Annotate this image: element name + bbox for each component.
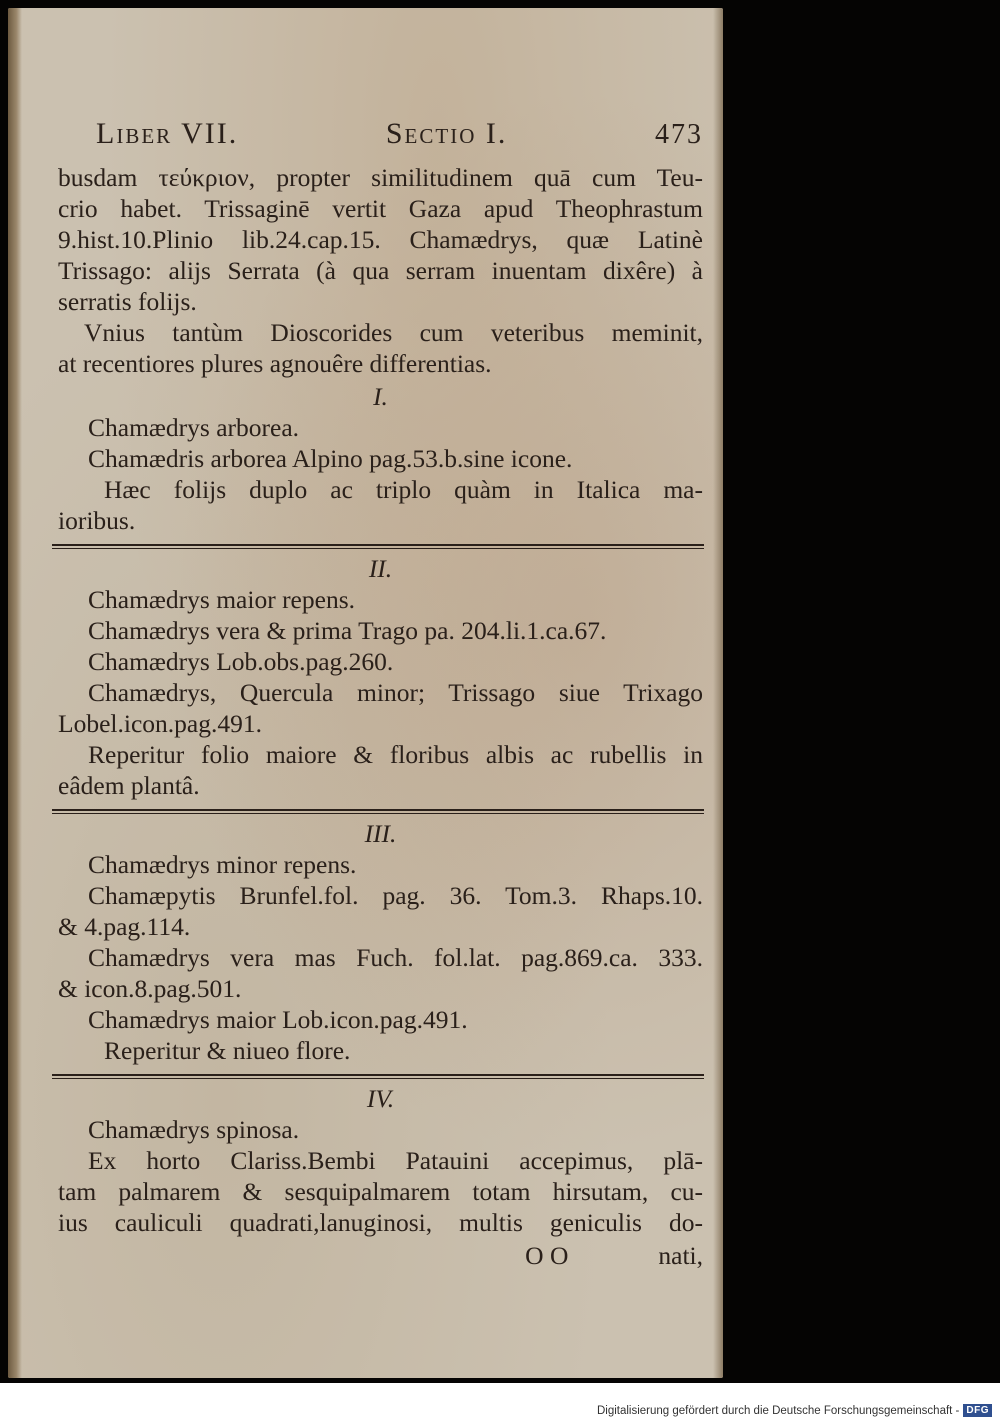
section-note: Hæc folijs duplo ac triplo quàm in Italica ma- bbox=[104, 475, 703, 504]
running-title-left: Liber VII. bbox=[96, 117, 239, 150]
intro-line: serratis folijs. bbox=[58, 287, 197, 316]
section-note: ius cauliculi quadrati,lanuginosi, multis geniculis do- bbox=[58, 1208, 703, 1237]
section-note: ioribus. bbox=[58, 506, 136, 535]
section-note: tam palmarem & sesquipalmarem totam hirsutam, cu- bbox=[58, 1177, 703, 1206]
synonym-entry: Chamædrys vera mas Fuch. fol.lat. pag.869.ca. 333. bbox=[88, 943, 703, 972]
scanned-page bbox=[8, 8, 723, 1378]
synonym-entry: Chamædrys minor repens. bbox=[88, 850, 357, 879]
page-text-block bbox=[58, 118, 703, 1271]
intro-line: 9.hist.10.Plinio lib.24.cap.15. Chamædrys, quæ Latinè bbox=[58, 225, 703, 254]
running-title-right: Sectio I. bbox=[385, 117, 508, 150]
footer-band bbox=[0, 1383, 1000, 1423]
section-numeral: III. bbox=[364, 819, 397, 848]
synonym-entry: Chamædrys maior Lob.icon.pag.491. bbox=[88, 1005, 468, 1034]
synonym-entry: Chamædrys Lob.obs.pag.260. bbox=[88, 647, 394, 676]
synonym-entry-continued: & icon.8.pag.501. bbox=[58, 974, 242, 1003]
funding-credit-text: Digitalisierung gefördert durch die Deutsche Forschungsgemeinschaft - bbox=[596, 1404, 960, 1417]
synonym-entry: Chamædrys maior repens. bbox=[88, 585, 355, 614]
synonym-entry: Chamædrys arborea. bbox=[88, 413, 300, 442]
signature-mark: O O bbox=[525, 1241, 569, 1270]
section-note: Ex horto Clariss.Bembi Patauini accepimus, plā- bbox=[88, 1146, 703, 1175]
section-divider bbox=[52, 1074, 704, 1079]
intro-para2-line: Vnius tantùm Dioscorides cum veteribus meminit, bbox=[84, 318, 703, 347]
page-number: 473 bbox=[654, 119, 703, 150]
page-edge-shadow bbox=[713, 8, 723, 1378]
page-gutter-shadow bbox=[8, 8, 22, 1378]
section-note: Reperitur & niueo flore. bbox=[104, 1036, 351, 1065]
synonym-entry: Chamædris arborea Alpino pag.53.b.sine icone. bbox=[88, 444, 573, 473]
section-divider bbox=[52, 544, 704, 549]
synonym-entry: Chamædrys spinosa. bbox=[88, 1115, 300, 1144]
synonym-entry: Chamæpytis Brunfel.fol. pag. 36. Tom.3. Rhaps.10. bbox=[88, 881, 703, 910]
synonym-entry: Chamædrys vera & prima Trago pa. 204.li.1.ca.67. bbox=[88, 616, 607, 645]
intro-line: Trissago: alijs Serrata (à qua serram inuentam dixêre) à bbox=[58, 256, 703, 285]
intro-para2-line: at recentiores plures agnouêre differentias. bbox=[58, 349, 492, 378]
intro-line: busdam τεύκριον, propter similitudinem quā cum Teu- bbox=[58, 163, 703, 192]
synonym-entry: Chamædrys, Quercula minor; Trissago siue Trixago bbox=[88, 678, 703, 707]
section-note: Reperitur folio maiore & floribus albis ac rubellis in bbox=[88, 740, 703, 769]
synonym-entry-continued: Lobel.icon.pag.491. bbox=[58, 709, 262, 738]
section-numeral: IV. bbox=[366, 1084, 395, 1113]
running-head bbox=[96, 118, 703, 160]
intro-line: crio habet. Trissaginē vertit Gaza apud Theophrastum bbox=[58, 194, 703, 223]
synonym-entry-continued: & 4.pag.114. bbox=[58, 912, 191, 941]
catchword: nati, bbox=[658, 1241, 703, 1270]
page-footer-line bbox=[58, 1240, 703, 1271]
section-numeral: II. bbox=[368, 554, 393, 583]
section-divider bbox=[52, 809, 704, 814]
section-numeral: I. bbox=[373, 382, 388, 411]
dfg-logo-icon: DFG bbox=[963, 1404, 992, 1417]
funding-credit bbox=[597, 1404, 992, 1417]
section-note: eâdem plantâ. bbox=[58, 771, 200, 800]
